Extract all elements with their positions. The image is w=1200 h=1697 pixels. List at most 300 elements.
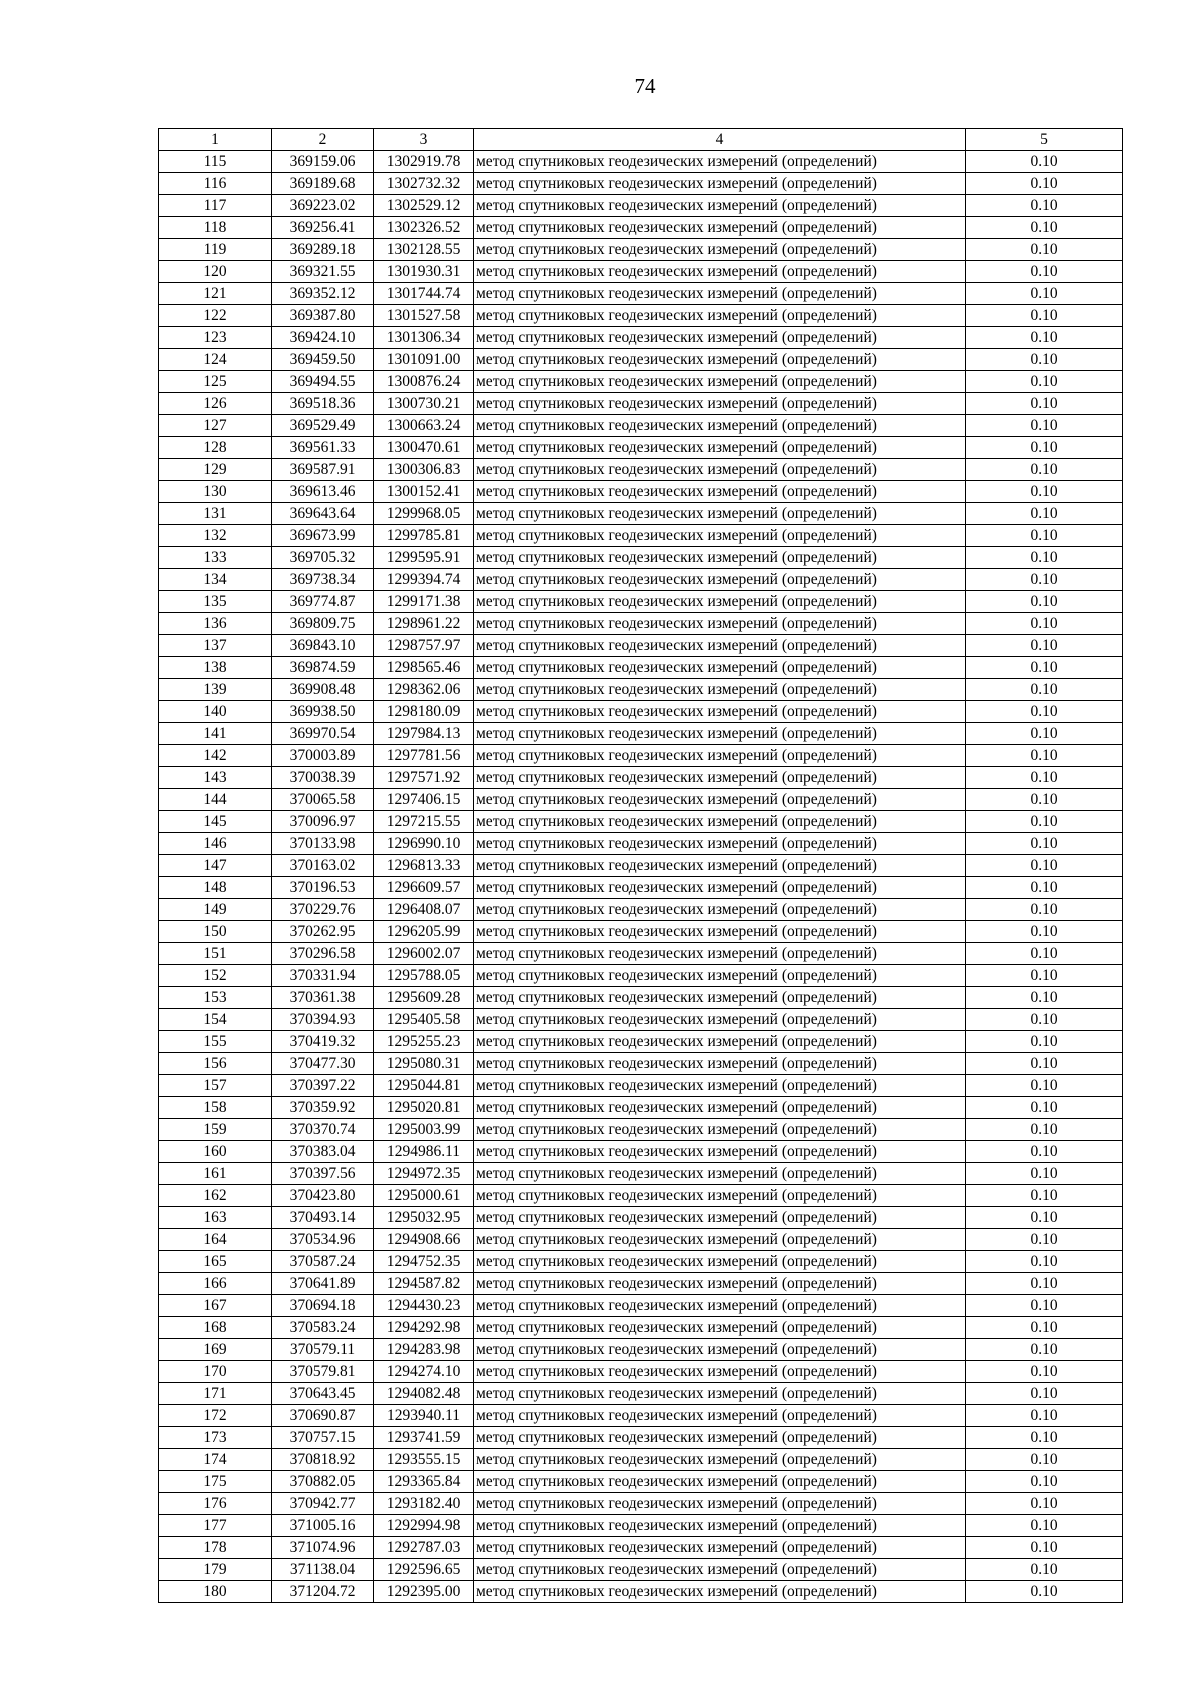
- y-coordinate-cell: 1294283.98: [374, 1339, 474, 1361]
- x-coordinate-cell: 370361.38: [272, 987, 374, 1009]
- x-coordinate-cell: 370196.53: [272, 877, 374, 899]
- x-coordinate-cell: 369529.49: [272, 415, 374, 437]
- accuracy-cell: 0.10: [966, 1207, 1123, 1229]
- column-header-1: 1: [159, 129, 272, 151]
- y-coordinate-cell: 1296205.99: [374, 921, 474, 943]
- table-row: [159, 283, 1123, 305]
- table-row: [159, 723, 1123, 745]
- y-coordinate-cell: 1299785.81: [374, 525, 474, 547]
- method-cell: метод спутниковых геодезических измерений (определений): [474, 1339, 966, 1361]
- accuracy-cell: 0.10: [966, 1471, 1123, 1493]
- y-coordinate-cell: 1302326.52: [374, 217, 474, 239]
- table-row: [159, 459, 1123, 481]
- table-row: [159, 613, 1123, 635]
- method-cell: метод спутниковых геодезических измерений (определений): [474, 1229, 966, 1251]
- y-coordinate-cell: 1298180.09: [374, 701, 474, 723]
- method-cell: метод спутниковых геодезических измерений (определений): [474, 1383, 966, 1405]
- point-number-cell: 136: [159, 613, 272, 635]
- table-row: [159, 239, 1123, 261]
- method-cell: метод спутниковых геодезических измерений (определений): [474, 1207, 966, 1229]
- method-cell: метод спутниковых геодезических измерений (определений): [474, 899, 966, 921]
- table-row: [159, 1031, 1123, 1053]
- y-coordinate-cell: 1298757.97: [374, 635, 474, 657]
- x-coordinate-cell: 369673.99: [272, 525, 374, 547]
- accuracy-cell: 0.10: [966, 1273, 1123, 1295]
- accuracy-cell: 0.10: [966, 569, 1123, 591]
- point-number-cell: 139: [159, 679, 272, 701]
- y-coordinate-cell: 1302529.12: [374, 195, 474, 217]
- method-cell: метод спутниковых геодезических измерений (определений): [474, 943, 966, 965]
- point-number-cell: 127: [159, 415, 272, 437]
- y-coordinate-cell: 1294986.11: [374, 1141, 474, 1163]
- method-cell: метод спутниковых геодезических измерений (определений): [474, 921, 966, 943]
- y-coordinate-cell: 1296609.57: [374, 877, 474, 899]
- table-row: [159, 701, 1123, 723]
- accuracy-cell: 0.10: [966, 1515, 1123, 1537]
- table-row: [159, 547, 1123, 569]
- table-row: [159, 1009, 1123, 1031]
- table-row: [159, 349, 1123, 371]
- method-cell: метод спутниковых геодезических измерений (определений): [474, 789, 966, 811]
- accuracy-cell: 0.10: [966, 1427, 1123, 1449]
- table-row: [159, 305, 1123, 327]
- accuracy-cell: 0.10: [966, 1075, 1123, 1097]
- accuracy-cell: 0.10: [966, 943, 1123, 965]
- point-number-cell: 135: [159, 591, 272, 613]
- accuracy-cell: 0.10: [966, 1493, 1123, 1515]
- point-number-cell: 121: [159, 283, 272, 305]
- accuracy-cell: 0.10: [966, 591, 1123, 613]
- table-row: [159, 261, 1123, 283]
- x-coordinate-cell: 370690.87: [272, 1405, 374, 1427]
- method-cell: метод спутниковых геодезических измерений (определений): [474, 349, 966, 371]
- accuracy-cell: 0.10: [966, 1053, 1123, 1075]
- table-row: [159, 1185, 1123, 1207]
- accuracy-cell: 0.10: [966, 855, 1123, 877]
- x-coordinate-cell: 369938.50: [272, 701, 374, 723]
- coordinates-table: [158, 128, 1123, 1603]
- point-number-cell: 179: [159, 1559, 272, 1581]
- method-cell: метод спутниковых геодезических измерений (определений): [474, 437, 966, 459]
- page-number: 74: [634, 74, 656, 98]
- accuracy-cell: 0.10: [966, 437, 1123, 459]
- accuracy-cell: 0.10: [966, 1119, 1123, 1141]
- table-row: [159, 503, 1123, 525]
- table-row: [159, 569, 1123, 591]
- method-cell: метод спутниковых геодезических измерений (определений): [474, 283, 966, 305]
- x-coordinate-cell: 369518.36: [272, 393, 374, 415]
- x-coordinate-cell: 370096.97: [272, 811, 374, 833]
- accuracy-cell: 0.10: [966, 173, 1123, 195]
- method-cell: метод спутниковых геодезических измерений (определений): [474, 635, 966, 657]
- table-row: [159, 767, 1123, 789]
- accuracy-cell: 0.10: [966, 349, 1123, 371]
- point-number-cell: 177: [159, 1515, 272, 1537]
- accuracy-cell: 0.10: [966, 1405, 1123, 1427]
- table-row: [159, 1515, 1123, 1537]
- x-coordinate-cell: 370370.74: [272, 1119, 374, 1141]
- x-coordinate-cell: 370579.11: [272, 1339, 374, 1361]
- method-cell: метод спутниковых геодезических измерений (определений): [474, 1581, 966, 1603]
- y-coordinate-cell: 1296990.10: [374, 833, 474, 855]
- y-coordinate-cell: 1301930.31: [374, 261, 474, 283]
- point-number-cell: 156: [159, 1053, 272, 1075]
- point-number-cell: 124: [159, 349, 272, 371]
- table-row: [159, 1229, 1123, 1251]
- accuracy-cell: 0.10: [966, 217, 1123, 239]
- method-cell: метод спутниковых геодезических измерений (определений): [474, 987, 966, 1009]
- point-number-cell: 131: [159, 503, 272, 525]
- point-number-cell: 168: [159, 1317, 272, 1339]
- point-number-cell: 162: [159, 1185, 272, 1207]
- accuracy-cell: 0.10: [966, 767, 1123, 789]
- point-number-cell: 115: [159, 151, 272, 173]
- table-row: [159, 1273, 1123, 1295]
- point-number-cell: 155: [159, 1031, 272, 1053]
- method-cell: метод спутниковых геодезических измерений (определений): [474, 1185, 966, 1207]
- y-coordinate-cell: 1299595.91: [374, 547, 474, 569]
- method-cell: метод спутниковых геодезических измерений (определений): [474, 855, 966, 877]
- point-number-cell: 180: [159, 1581, 272, 1603]
- accuracy-cell: 0.10: [966, 1009, 1123, 1031]
- x-coordinate-cell: 369874.59: [272, 657, 374, 679]
- x-coordinate-cell: 369189.68: [272, 173, 374, 195]
- table-row: [159, 195, 1123, 217]
- x-coordinate-cell: 370262.95: [272, 921, 374, 943]
- accuracy-cell: 0.10: [966, 899, 1123, 921]
- y-coordinate-cell: 1292596.65: [374, 1559, 474, 1581]
- table-row: [159, 151, 1123, 173]
- x-coordinate-cell: 369289.18: [272, 239, 374, 261]
- x-coordinate-cell: 369424.10: [272, 327, 374, 349]
- x-coordinate-cell: 369908.48: [272, 679, 374, 701]
- method-cell: метод спутниковых геодезических измерений (определений): [474, 1009, 966, 1031]
- table-row: [159, 481, 1123, 503]
- accuracy-cell: 0.10: [966, 701, 1123, 723]
- y-coordinate-cell: 1292994.98: [374, 1515, 474, 1537]
- table-row: [159, 1097, 1123, 1119]
- point-number-cell: 150: [159, 921, 272, 943]
- accuracy-cell: 0.10: [966, 547, 1123, 569]
- y-coordinate-cell: 1300876.24: [374, 371, 474, 393]
- y-coordinate-cell: 1302919.78: [374, 151, 474, 173]
- accuracy-cell: 0.10: [966, 415, 1123, 437]
- point-number-cell: 149: [159, 899, 272, 921]
- x-coordinate-cell: 369321.55: [272, 261, 374, 283]
- column-header-4: 4: [474, 129, 966, 151]
- y-coordinate-cell: 1297984.13: [374, 723, 474, 745]
- accuracy-cell: 0.10: [966, 1339, 1123, 1361]
- point-number-cell: 137: [159, 635, 272, 657]
- y-coordinate-cell: 1295032.95: [374, 1207, 474, 1229]
- table-row: [159, 943, 1123, 965]
- x-coordinate-cell: 371005.16: [272, 1515, 374, 1537]
- accuracy-cell: 0.10: [966, 679, 1123, 701]
- accuracy-cell: 0.10: [966, 965, 1123, 987]
- method-cell: метод спутниковых геодезических измерений (определений): [474, 1317, 966, 1339]
- table-row: [159, 745, 1123, 767]
- point-number-cell: 132: [159, 525, 272, 547]
- method-cell: метод спутниковых геодезических измерений (определений): [474, 261, 966, 283]
- method-cell: метод спутниковых геодезических измерений (определений): [474, 833, 966, 855]
- accuracy-cell: 0.10: [966, 1537, 1123, 1559]
- y-coordinate-cell: 1292787.03: [374, 1537, 474, 1559]
- y-coordinate-cell: 1293940.11: [374, 1405, 474, 1427]
- table-row: [159, 833, 1123, 855]
- accuracy-cell: 0.10: [966, 1097, 1123, 1119]
- accuracy-cell: 0.10: [966, 1163, 1123, 1185]
- y-coordinate-cell: 1294908.66: [374, 1229, 474, 1251]
- method-cell: метод спутниковых геодезических измерений (определений): [474, 173, 966, 195]
- y-coordinate-cell: 1295080.31: [374, 1053, 474, 1075]
- y-coordinate-cell: 1293555.15: [374, 1449, 474, 1471]
- point-number-cell: 125: [159, 371, 272, 393]
- point-number-cell: 171: [159, 1383, 272, 1405]
- table-row: [159, 327, 1123, 349]
- point-number-cell: 163: [159, 1207, 272, 1229]
- table-row: [159, 921, 1123, 943]
- accuracy-cell: 0.10: [966, 833, 1123, 855]
- accuracy-cell: 0.10: [966, 525, 1123, 547]
- method-cell: метод спутниковых геодезических измерений (определений): [474, 1251, 966, 1273]
- x-coordinate-cell: 369352.12: [272, 283, 374, 305]
- table-row: [159, 811, 1123, 833]
- accuracy-cell: 0.10: [966, 811, 1123, 833]
- y-coordinate-cell: 1301091.00: [374, 349, 474, 371]
- y-coordinate-cell: 1296002.07: [374, 943, 474, 965]
- table-row: [159, 415, 1123, 437]
- point-number-cell: 134: [159, 569, 272, 591]
- x-coordinate-cell: 370419.32: [272, 1031, 374, 1053]
- method-cell: метод спутниковых геодезических измерений (определений): [474, 657, 966, 679]
- accuracy-cell: 0.10: [966, 481, 1123, 503]
- method-cell: метод спутниковых геодезических измерений (определений): [474, 591, 966, 613]
- accuracy-cell: 0.10: [966, 305, 1123, 327]
- x-coordinate-cell: 369643.64: [272, 503, 374, 525]
- point-number-cell: 176: [159, 1493, 272, 1515]
- x-coordinate-cell: 369613.46: [272, 481, 374, 503]
- accuracy-cell: 0.10: [966, 1141, 1123, 1163]
- point-number-cell: 138: [159, 657, 272, 679]
- accuracy-cell: 0.10: [966, 1229, 1123, 1251]
- y-coordinate-cell: 1295044.81: [374, 1075, 474, 1097]
- method-cell: метод спутниковых геодезических измерений (определений): [474, 745, 966, 767]
- accuracy-cell: 0.10: [966, 1361, 1123, 1383]
- method-cell: метод спутниковых геодезических измерений (определений): [474, 151, 966, 173]
- x-coordinate-cell: 369561.33: [272, 437, 374, 459]
- point-number-cell: 164: [159, 1229, 272, 1251]
- x-coordinate-cell: 371074.96: [272, 1537, 374, 1559]
- x-coordinate-cell: 369809.75: [272, 613, 374, 635]
- point-number-cell: 147: [159, 855, 272, 877]
- y-coordinate-cell: 1296813.33: [374, 855, 474, 877]
- accuracy-cell: 0.10: [966, 195, 1123, 217]
- y-coordinate-cell: 1302732.32: [374, 173, 474, 195]
- y-coordinate-cell: 1294274.10: [374, 1361, 474, 1383]
- method-cell: метод спутниковых геодезических измерений (определений): [474, 503, 966, 525]
- accuracy-cell: 0.10: [966, 261, 1123, 283]
- x-coordinate-cell: 369459.50: [272, 349, 374, 371]
- y-coordinate-cell: 1301527.58: [374, 305, 474, 327]
- point-number-cell: 118: [159, 217, 272, 239]
- table-row: [159, 877, 1123, 899]
- table-row: [159, 1427, 1123, 1449]
- accuracy-cell: 0.10: [966, 921, 1123, 943]
- table-row: [159, 1361, 1123, 1383]
- method-cell: метод спутниковых геодезических измерений (определений): [474, 1537, 966, 1559]
- y-coordinate-cell: 1294082.48: [374, 1383, 474, 1405]
- table-row: [159, 1141, 1123, 1163]
- table-row: [159, 1075, 1123, 1097]
- accuracy-cell: 0.10: [966, 1559, 1123, 1581]
- x-coordinate-cell: 369159.06: [272, 151, 374, 173]
- x-coordinate-cell: 370942.77: [272, 1493, 374, 1515]
- accuracy-cell: 0.10: [966, 459, 1123, 481]
- x-coordinate-cell: 370038.39: [272, 767, 374, 789]
- accuracy-cell: 0.10: [966, 1031, 1123, 1053]
- y-coordinate-cell: 1294587.82: [374, 1273, 474, 1295]
- x-coordinate-cell: 369843.10: [272, 635, 374, 657]
- table-row: [159, 525, 1123, 547]
- method-cell: метод спутниковых геодезических измерений (определений): [474, 965, 966, 987]
- y-coordinate-cell: 1302128.55: [374, 239, 474, 261]
- y-coordinate-cell: 1297215.55: [374, 811, 474, 833]
- x-coordinate-cell: 370423.80: [272, 1185, 374, 1207]
- table-row: [159, 1537, 1123, 1559]
- table-row: [159, 1251, 1123, 1273]
- x-coordinate-cell: 370397.22: [272, 1075, 374, 1097]
- method-cell: метод спутниковых геодезических измерений (определений): [474, 195, 966, 217]
- point-number-cell: 116: [159, 173, 272, 195]
- x-coordinate-cell: 370383.04: [272, 1141, 374, 1163]
- x-coordinate-cell: 371138.04: [272, 1559, 374, 1581]
- method-cell: метод спутниковых геодезических измерений (определений): [474, 1273, 966, 1295]
- method-cell: метод спутниковых геодезических измерений (определений): [474, 525, 966, 547]
- x-coordinate-cell: 370579.81: [272, 1361, 374, 1383]
- point-number-cell: 152: [159, 965, 272, 987]
- accuracy-cell: 0.10: [966, 371, 1123, 393]
- table-body: [159, 151, 1123, 1603]
- method-cell: метод спутниковых геодезических измерений (определений): [474, 327, 966, 349]
- y-coordinate-cell: 1296408.07: [374, 899, 474, 921]
- y-coordinate-cell: 1297781.56: [374, 745, 474, 767]
- point-number-cell: 151: [159, 943, 272, 965]
- point-number-cell: 166: [159, 1273, 272, 1295]
- accuracy-cell: 0.10: [966, 151, 1123, 173]
- method-cell: метод спутниковых геодезических измерений (определений): [474, 1515, 966, 1537]
- x-coordinate-cell: 370133.98: [272, 833, 374, 855]
- accuracy-cell: 0.10: [966, 657, 1123, 679]
- table-row: [159, 393, 1123, 415]
- point-number-cell: 165: [159, 1251, 272, 1273]
- point-number-cell: 175: [159, 1471, 272, 1493]
- x-coordinate-cell: 370331.94: [272, 965, 374, 987]
- table-row: [159, 635, 1123, 657]
- accuracy-cell: 0.10: [966, 1317, 1123, 1339]
- method-cell: метод спутниковых геодезических измерений (определений): [474, 371, 966, 393]
- point-number-cell: 143: [159, 767, 272, 789]
- accuracy-cell: 0.10: [966, 393, 1123, 415]
- column-header-3: 3: [374, 129, 474, 151]
- method-cell: метод спутниковых геодезических измерений (определений): [474, 1031, 966, 1053]
- y-coordinate-cell: 1301306.34: [374, 327, 474, 349]
- y-coordinate-cell: 1295020.81: [374, 1097, 474, 1119]
- point-number-cell: 158: [159, 1097, 272, 1119]
- method-cell: метод спутниковых геодезических измерений (определений): [474, 569, 966, 591]
- table-row: [159, 1383, 1123, 1405]
- table-row: [159, 1119, 1123, 1141]
- table-row: [159, 1163, 1123, 1185]
- y-coordinate-cell: 1300306.83: [374, 459, 474, 481]
- method-cell: метод спутниковых геодезических измерений (определений): [474, 723, 966, 745]
- method-cell: метод спутниковых геодезических измерений (определений): [474, 701, 966, 723]
- method-cell: метод спутниковых геодезических измерений (определений): [474, 1559, 966, 1581]
- y-coordinate-cell: 1299394.74: [374, 569, 474, 591]
- method-cell: метод спутниковых геодезических измерений (определений): [474, 1427, 966, 1449]
- point-number-cell: 142: [159, 745, 272, 767]
- method-cell: метод спутниковых геодезических измерений (определений): [474, 1493, 966, 1515]
- table-row: [159, 679, 1123, 701]
- point-number-cell: 146: [159, 833, 272, 855]
- point-number-cell: 122: [159, 305, 272, 327]
- point-number-cell: 123: [159, 327, 272, 349]
- y-coordinate-cell: 1294430.23: [374, 1295, 474, 1317]
- point-number-cell: 157: [159, 1075, 272, 1097]
- point-number-cell: 153: [159, 987, 272, 1009]
- x-coordinate-cell: 370493.14: [272, 1207, 374, 1229]
- y-coordinate-cell: 1298961.22: [374, 613, 474, 635]
- point-number-cell: 160: [159, 1141, 272, 1163]
- y-coordinate-cell: 1295405.58: [374, 1009, 474, 1031]
- point-number-cell: 174: [159, 1449, 272, 1471]
- accuracy-cell: 0.10: [966, 1295, 1123, 1317]
- point-number-cell: 144: [159, 789, 272, 811]
- accuracy-cell: 0.10: [966, 1383, 1123, 1405]
- point-number-cell: 133: [159, 547, 272, 569]
- accuracy-cell: 0.10: [966, 1251, 1123, 1273]
- point-number-cell: 130: [159, 481, 272, 503]
- x-coordinate-cell: 370296.58: [272, 943, 374, 965]
- point-number-cell: 126: [159, 393, 272, 415]
- accuracy-cell: 0.10: [966, 327, 1123, 349]
- accuracy-cell: 0.10: [966, 613, 1123, 635]
- y-coordinate-cell: 1295788.05: [374, 965, 474, 987]
- method-cell: метод спутниковых геодезических измерений (определений): [474, 679, 966, 701]
- table-row: [159, 657, 1123, 679]
- x-coordinate-cell: 369494.55: [272, 371, 374, 393]
- x-coordinate-cell: 370003.89: [272, 745, 374, 767]
- x-coordinate-cell: 370394.93: [272, 1009, 374, 1031]
- table-row: [159, 371, 1123, 393]
- method-cell: метод спутниковых геодезических измерений (определений): [474, 239, 966, 261]
- table-row: [159, 987, 1123, 1009]
- table-row: [159, 855, 1123, 877]
- y-coordinate-cell: 1293741.59: [374, 1427, 474, 1449]
- table-row: [159, 1581, 1123, 1603]
- x-coordinate-cell: 370229.76: [272, 899, 374, 921]
- method-cell: метод спутниковых геодезических измерений (определений): [474, 415, 966, 437]
- method-cell: метод спутниковых геодезических измерений (определений): [474, 547, 966, 569]
- y-coordinate-cell: 1297406.15: [374, 789, 474, 811]
- point-number-cell: 117: [159, 195, 272, 217]
- table-header-row: [159, 129, 1123, 151]
- point-number-cell: 173: [159, 1427, 272, 1449]
- y-coordinate-cell: 1294752.35: [374, 1251, 474, 1273]
- table-row: [159, 1207, 1123, 1229]
- y-coordinate-cell: 1301744.74: [374, 283, 474, 305]
- point-number-cell: 170: [159, 1361, 272, 1383]
- y-coordinate-cell: 1300730.21: [374, 393, 474, 415]
